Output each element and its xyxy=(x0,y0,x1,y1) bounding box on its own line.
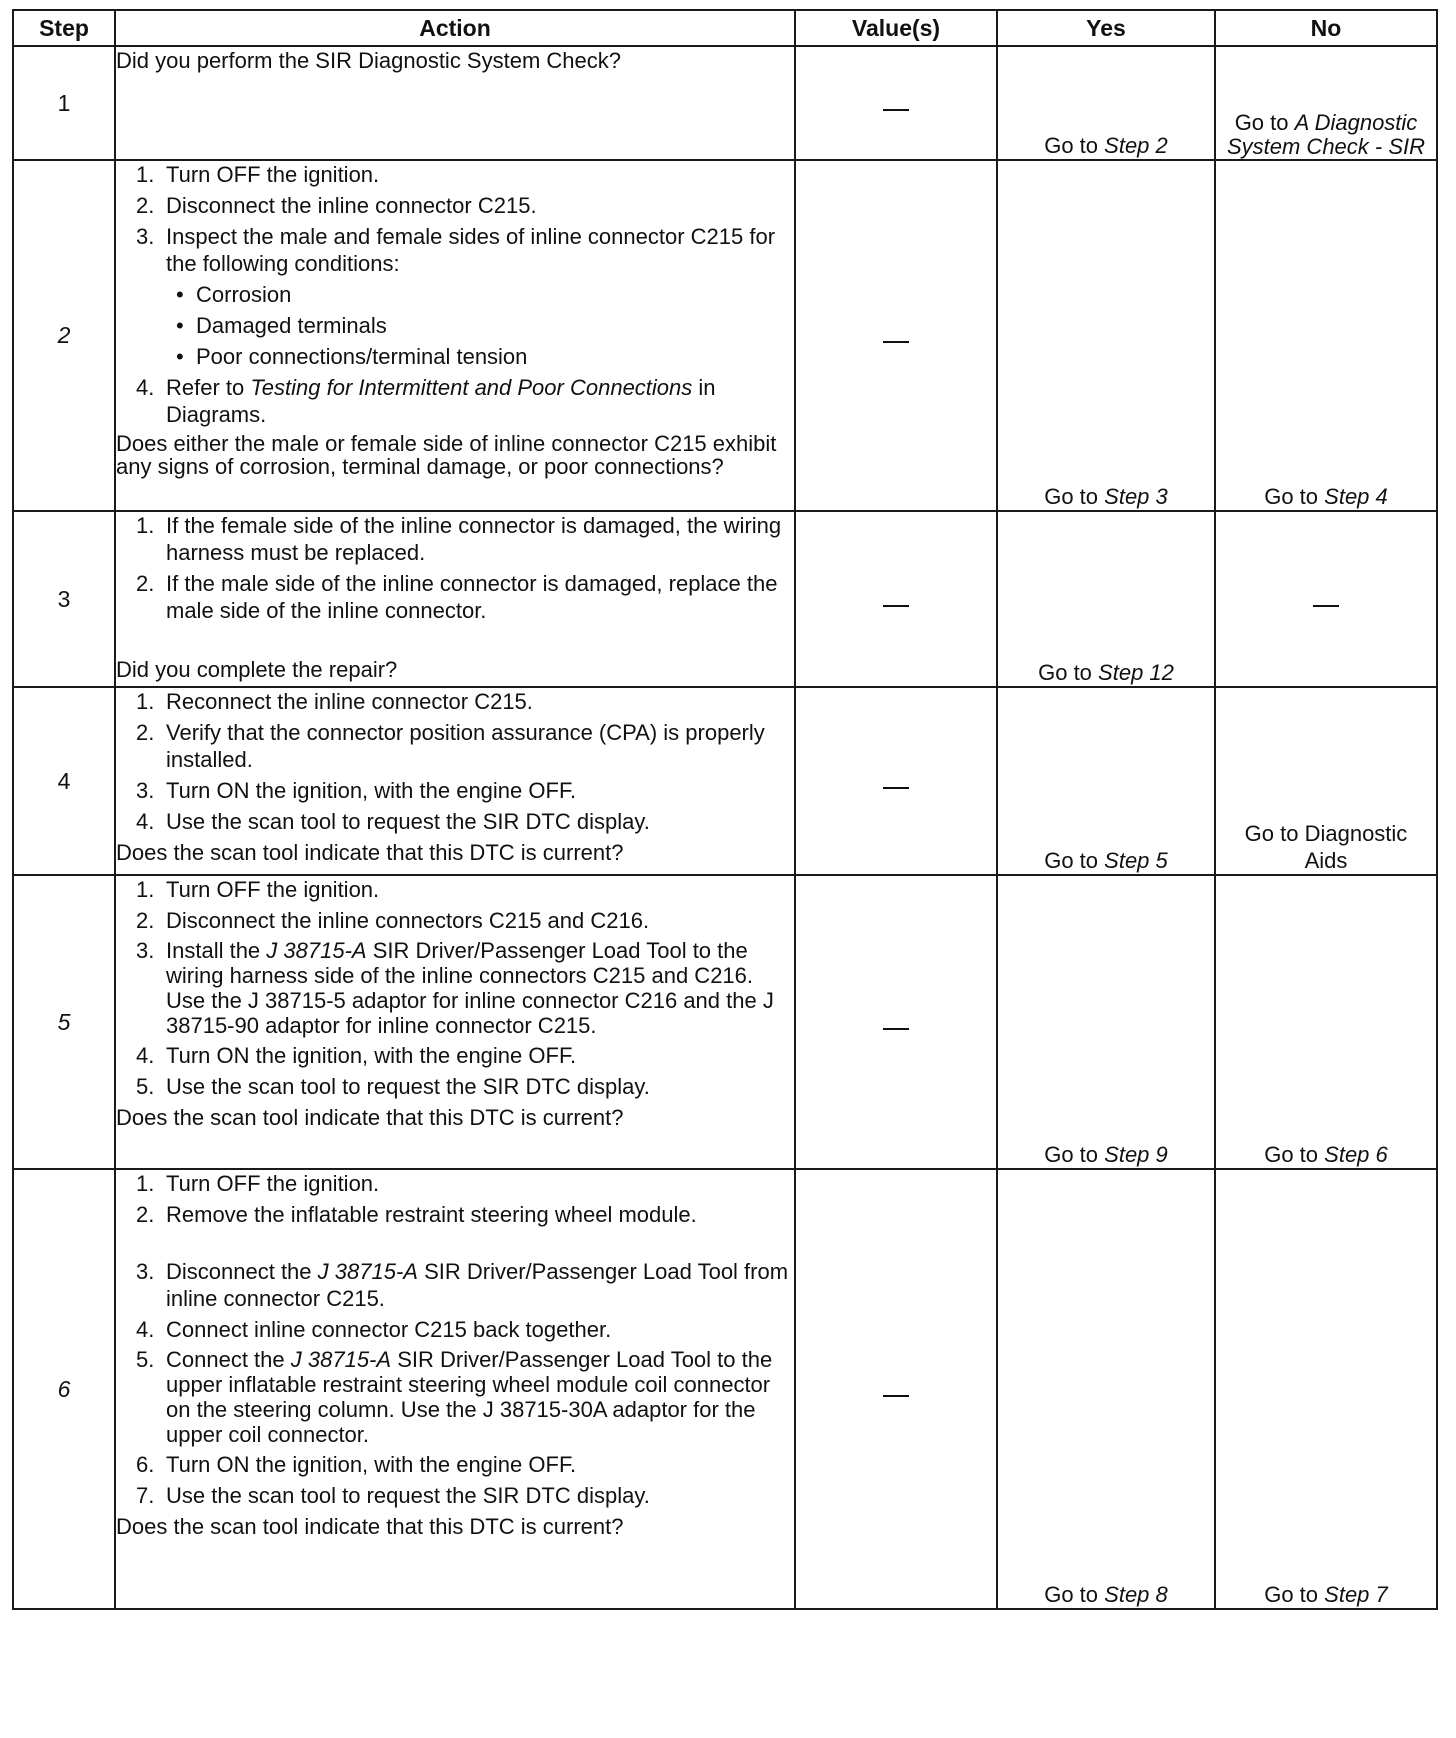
action-step: 2. If the male side of the inline connector is damaged, replace the male side of the inline connector. xyxy=(136,571,778,623)
no-cell xyxy=(1215,46,1437,160)
action-step: 2. Remove the inflatable restraint steering wheel module. xyxy=(136,1202,697,1227)
condition-list xyxy=(166,281,794,370)
yes-prefix: Go to xyxy=(1044,848,1099,873)
no-link[interactable]: Step 7 xyxy=(1324,1582,1388,1607)
action-cell xyxy=(115,46,795,160)
action-step: 7. Use the scan tool to request the SIR DTC display. xyxy=(136,1483,650,1508)
header-values: Value(s) xyxy=(795,10,997,46)
no-cell xyxy=(1215,160,1437,511)
action-steps xyxy=(116,876,794,1100)
action-steps xyxy=(116,512,794,624)
yes-cell xyxy=(997,511,1215,687)
yes-prefix: Go to xyxy=(1044,1142,1099,1167)
action-step: 2. Disconnect the inline connectors C215 and C216. xyxy=(136,908,650,933)
table-row xyxy=(13,46,1437,160)
condition-item: • Poor connections/terminal tension xyxy=(166,343,794,370)
action-step: 3. Turn ON the ignition, with the engine OFF. xyxy=(136,778,577,803)
yes-cell xyxy=(997,160,1215,511)
table-row xyxy=(13,687,1437,875)
value-dash xyxy=(883,605,909,607)
action-step: 3. Inspect the male and female sides of inline connector C215 for the following conditions: • Corrosion • Damaged terminals • Poor connections/terminal tension xyxy=(116,223,794,370)
action-step: 4. Refer to Testing for Intermittent and Poor Connections in Diagrams. xyxy=(136,375,716,427)
yes-link[interactable]: Step 3 xyxy=(1104,484,1168,509)
no-link[interactable]: Step 6 xyxy=(1324,1142,1388,1167)
action-step: 5. Use the scan tool to request the SIR DTC display. xyxy=(136,1074,650,1099)
action-steps xyxy=(116,1170,794,1509)
action-step: 4. Turn ON the ignition, with the engine OFF. xyxy=(136,1043,577,1068)
condition-item: • Corrosion xyxy=(166,281,794,308)
step-number: 4 xyxy=(13,687,115,875)
action-step: 1. If the female side of the inline connector is damaged, the wiring harness must be replaced. xyxy=(136,513,782,565)
action-step: 5. Connect the J 38715-A SIR Driver/Passenger Load Tool to the upper inflatable restraint steering wheel module coil connector on the steering column. Use the J 38715-30A adaptor for the upper coil connector. xyxy=(136,1347,773,1447)
no-cell xyxy=(1215,687,1437,875)
action-step: 1. Turn OFF the ignition. xyxy=(136,877,380,902)
diagnostic-table xyxy=(12,9,1438,1610)
no-prefix: Go to xyxy=(1264,1582,1319,1607)
yes-prefix: Go to xyxy=(1044,484,1099,509)
no-prefix: Go to xyxy=(1264,1142,1319,1167)
header-step: Step xyxy=(13,10,115,46)
value-dash xyxy=(883,109,909,111)
no-dash xyxy=(1313,605,1339,607)
action-steps xyxy=(116,161,794,428)
yes-prefix: Go to xyxy=(1038,660,1092,685)
action-step: 1. Turn OFF the ignition. xyxy=(136,162,380,187)
step-number: 6 xyxy=(13,1169,115,1609)
table-row xyxy=(13,160,1437,511)
value-dash xyxy=(883,1395,909,1397)
action-step: 1. Turn OFF the ignition. xyxy=(136,1171,380,1196)
value-cell xyxy=(795,1169,997,1609)
action-step: 3. Install the J 38715-A SIR Driver/Passenger Load Tool to the wiring harness side of the inline connectors C215 and C216. Use the J 38715-5 adaptor for inline connector C216 and the J 38715-90 adaptor for inline connector C215. xyxy=(136,938,774,1038)
no-link[interactable]: Go to Diagnostic Aids xyxy=(1244,821,1408,873)
action-step: 4. Use the scan tool to request the SIR DTC display. xyxy=(136,809,650,834)
action-step: 6. Turn ON the ignition, with the engine OFF. xyxy=(136,1452,577,1477)
action-cell xyxy=(115,160,795,511)
yes-cell xyxy=(997,875,1215,1169)
header-no: No xyxy=(1215,10,1437,46)
table-row xyxy=(13,1169,1437,1609)
yes-cell xyxy=(997,1169,1215,1609)
step-number: 2 xyxy=(13,160,115,511)
yes-link[interactable]: Step 9 xyxy=(1104,1142,1168,1167)
step-number: 1 xyxy=(13,46,115,160)
condition-item: • Damaged terminals xyxy=(166,312,794,339)
table-row xyxy=(13,875,1437,1169)
action-question: Does the scan tool indicate that this DTC is current? xyxy=(116,1105,624,1130)
tool-reference: J 38715-A xyxy=(266,938,367,963)
step-number: 5 xyxy=(13,875,115,1169)
action-steps xyxy=(116,688,794,835)
step-number: 3 xyxy=(13,511,115,687)
yes-link[interactable]: Step 5 xyxy=(1104,848,1168,873)
action-step: 3. Disconnect the J 38715-A SIR Driver/Passenger Load Tool from inline connector C215. xyxy=(136,1259,789,1311)
action-intro: Did you perform the SIR Diagnostic System Check? xyxy=(116,48,621,73)
yes-cell xyxy=(997,687,1215,875)
action-step: 4. Connect inline connector C215 back together. xyxy=(136,1317,612,1342)
yes-link[interactable]: Step 12 xyxy=(1098,660,1174,685)
header-row xyxy=(13,10,1437,46)
action-step: 1. Reconnect the inline connector C215. xyxy=(136,689,533,714)
yes-cell xyxy=(997,46,1215,160)
tool-reference: J 38715-A xyxy=(290,1347,392,1372)
action-cell xyxy=(115,1169,795,1609)
action-question: Did you complete the repair? xyxy=(116,657,398,682)
no-cell xyxy=(1215,875,1437,1169)
no-link[interactable]: Step 4 xyxy=(1324,484,1388,509)
value-cell xyxy=(795,687,997,875)
yes-prefix: Go to xyxy=(1044,1582,1099,1607)
no-prefix: Go to xyxy=(1234,110,1289,135)
action-step: 2. Verify that the connector position assurance (CPA) is properly installed. xyxy=(136,720,765,772)
value-cell xyxy=(795,160,997,511)
action-question: Does the scan tool indicate that this DTC is current? xyxy=(116,840,624,865)
value-cell xyxy=(795,875,997,1169)
no-cell xyxy=(1215,511,1437,687)
action-cell xyxy=(115,687,795,875)
yes-link[interactable]: Step 2 xyxy=(1104,133,1168,158)
tool-reference: J 38715-A xyxy=(317,1259,418,1284)
no-link[interactable]: A Diagnostic System Check - SIR xyxy=(1226,110,1426,159)
action-step: 2. Disconnect the inline connector C215. xyxy=(136,193,537,218)
value-dash xyxy=(883,1028,909,1030)
header-yes: Yes xyxy=(997,10,1215,46)
no-cell xyxy=(1215,1169,1437,1609)
action-cell xyxy=(115,875,795,1169)
no-prefix: Go to xyxy=(1264,484,1319,509)
yes-link[interactable]: Step 8 xyxy=(1104,1582,1168,1607)
reference-link[interactable]: Testing for Intermittent and Poor Connections xyxy=(250,375,693,400)
yes-prefix: Go to xyxy=(1044,133,1099,158)
value-dash xyxy=(883,787,909,789)
table-row xyxy=(13,511,1437,687)
action-cell xyxy=(115,511,795,687)
action-question: Does the scan tool indicate that this DTC is current? xyxy=(116,1514,624,1539)
action-question: Does either the male or female side of inline connector C215 exhibit any signs of corrosion, terminal damage, or poor connections? xyxy=(116,431,777,479)
value-cell xyxy=(795,46,997,160)
value-dash xyxy=(883,341,909,343)
header-action: Action xyxy=(115,10,795,46)
value-cell xyxy=(795,511,997,687)
